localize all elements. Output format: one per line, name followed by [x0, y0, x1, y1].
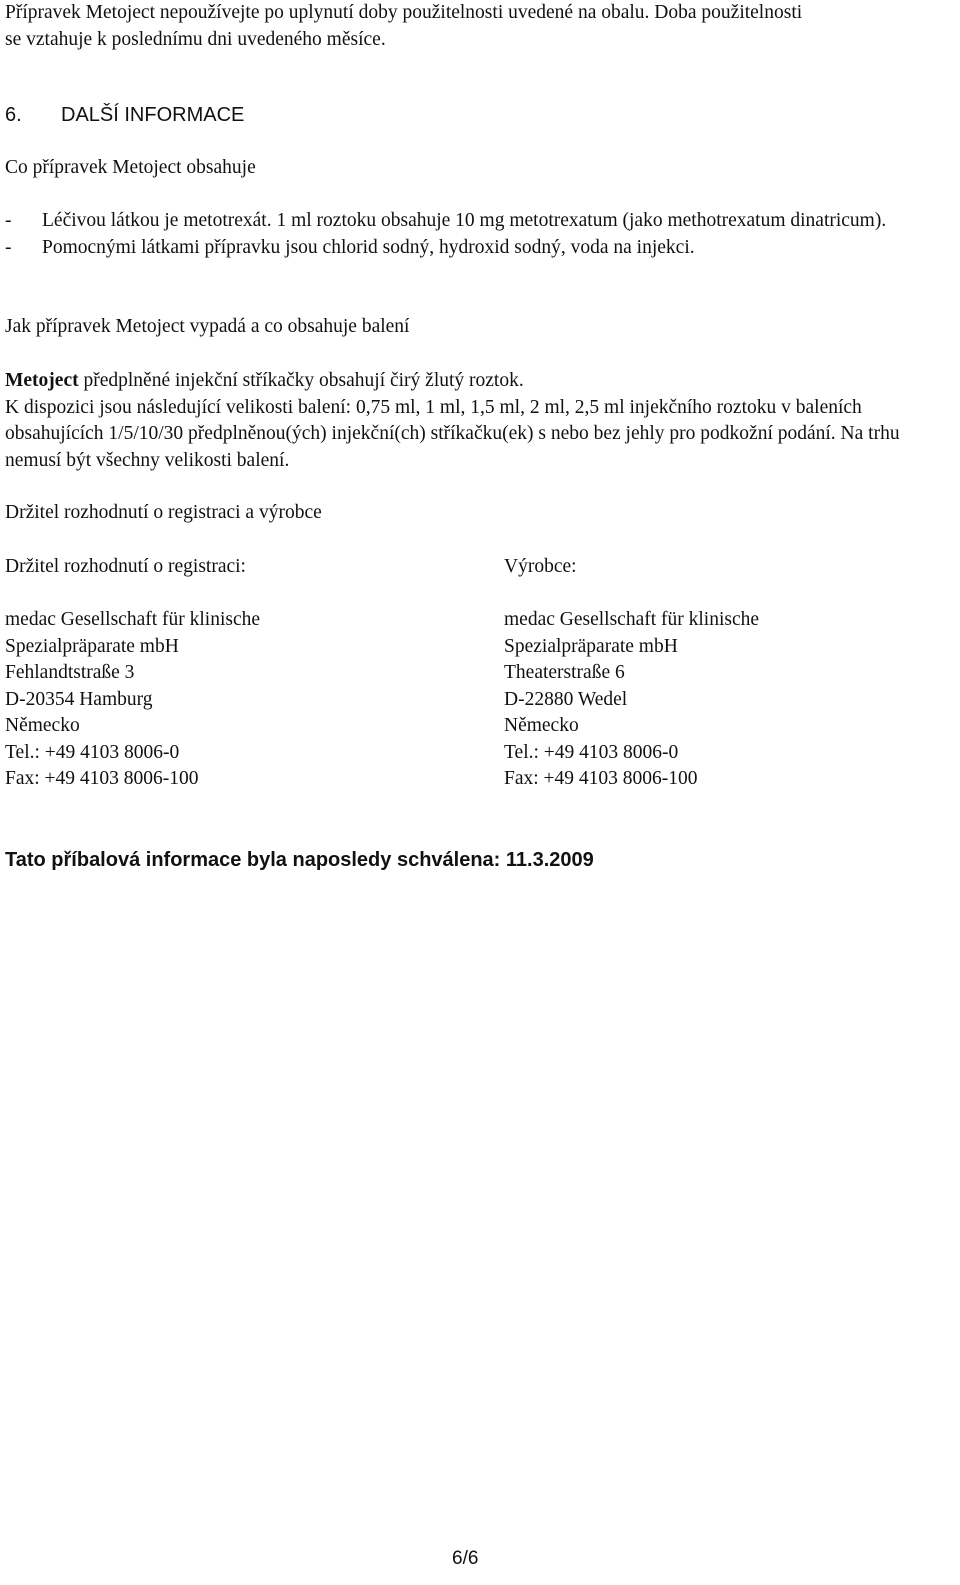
manufacturer-block	[504, 554, 759, 793]
address-line: Theaterstraße 6	[504, 662, 625, 683]
section-number: 6.	[5, 104, 22, 126]
section-title: DALŠÍ INFORMACE	[61, 104, 245, 126]
expiry-note-line-2: se vztahuje k poslednímu dni uvedeného měsíce.	[5, 28, 386, 50]
address-line: medac Gesellschaft für klinische	[504, 609, 760, 630]
section-heading	[5, 102, 244, 129]
address-line: Spezialpräparate mbH	[5, 635, 179, 657]
holder-section-heading: Držitel rozhodnutí o registraci a výrobce	[5, 502, 322, 523]
fax-line: Fax: +49 4103 8006-100	[504, 768, 698, 789]
bullet-dash: -	[5, 236, 12, 258]
address-line: Spezialpräparate mbH	[504, 635, 678, 657]
page-number: 6/6	[452, 1548, 479, 1569]
address-line: Fehlandtstraße 3	[5, 662, 135, 683]
list-item	[5, 208, 945, 235]
phone-line: Tel.: +49 4103 8006-0	[5, 741, 180, 763]
manufacturer-label: Výrobce:	[504, 556, 577, 577]
expiry-note	[5, 0, 945, 53]
bullet-text: Pomocnými látkami přípravku jsou chlorid sodný, hydroxid sodný, voda na injekci.	[42, 236, 695, 258]
address-line: D-20354 Hamburg	[5, 688, 153, 710]
address-line: Německo	[5, 715, 80, 736]
address-line: medac Gesellschaft für klinische	[5, 609, 261, 630]
contents-list	[5, 208, 945, 261]
marketing-holder-block	[5, 554, 260, 793]
packaging-description	[5, 368, 940, 474]
address-line: Německo	[504, 715, 579, 736]
bullet-text: Léčivou látkou je metotrexát. 1 ml roztoku obsahuje 10 mg metotrexatum (jako methotrexatum dinatricum).	[42, 210, 887, 231]
holder-label: Držitel rozhodnutí o registraci:	[5, 556, 246, 577]
approval-date-statement: Tato příbalová informace byla naposledy schválena: 11.3.2009	[5, 849, 594, 871]
packaging-sizes: K dispozici jsou následující velikosti balení: 0,75 ml, 1 ml, 1,5 ml, 2 ml, 2,5 ml injekčního roztoku v baleních obsahujících 1/5/10/30 předplněnou(ých) injekční(ch) stříkačku(ek) s nebo bez jehly pro podkožní podání. Na trhu nemusí být všechny velikosti balení.	[5, 396, 900, 471]
packaging-heading: Jak přípravek Metoject vypadá a co obsahuje balení	[5, 316, 410, 337]
packaging-lead	[5, 368, 940, 395]
address-line: D-22880 Wedel	[504, 688, 628, 710]
product-name: Metoject	[5, 370, 79, 391]
contents-heading: Co přípravek Metoject obsahuje	[5, 157, 256, 178]
bullet-dash: -	[5, 210, 12, 231]
fax-line: Fax: +49 4103 8006-100	[5, 768, 199, 789]
phone-line: Tel.: +49 4103 8006-0	[504, 741, 679, 763]
packaging-lead-text: předplněné injekční stříkačky obsahují čirý žlutý roztok.	[78, 370, 524, 391]
expiry-note-line-1: Přípravek Metoject nepoužívejte po uplynutí doby použitelnosti uvedené na obalu. Doba použitelnosti	[5, 2, 803, 23]
list-item	[5, 235, 945, 262]
